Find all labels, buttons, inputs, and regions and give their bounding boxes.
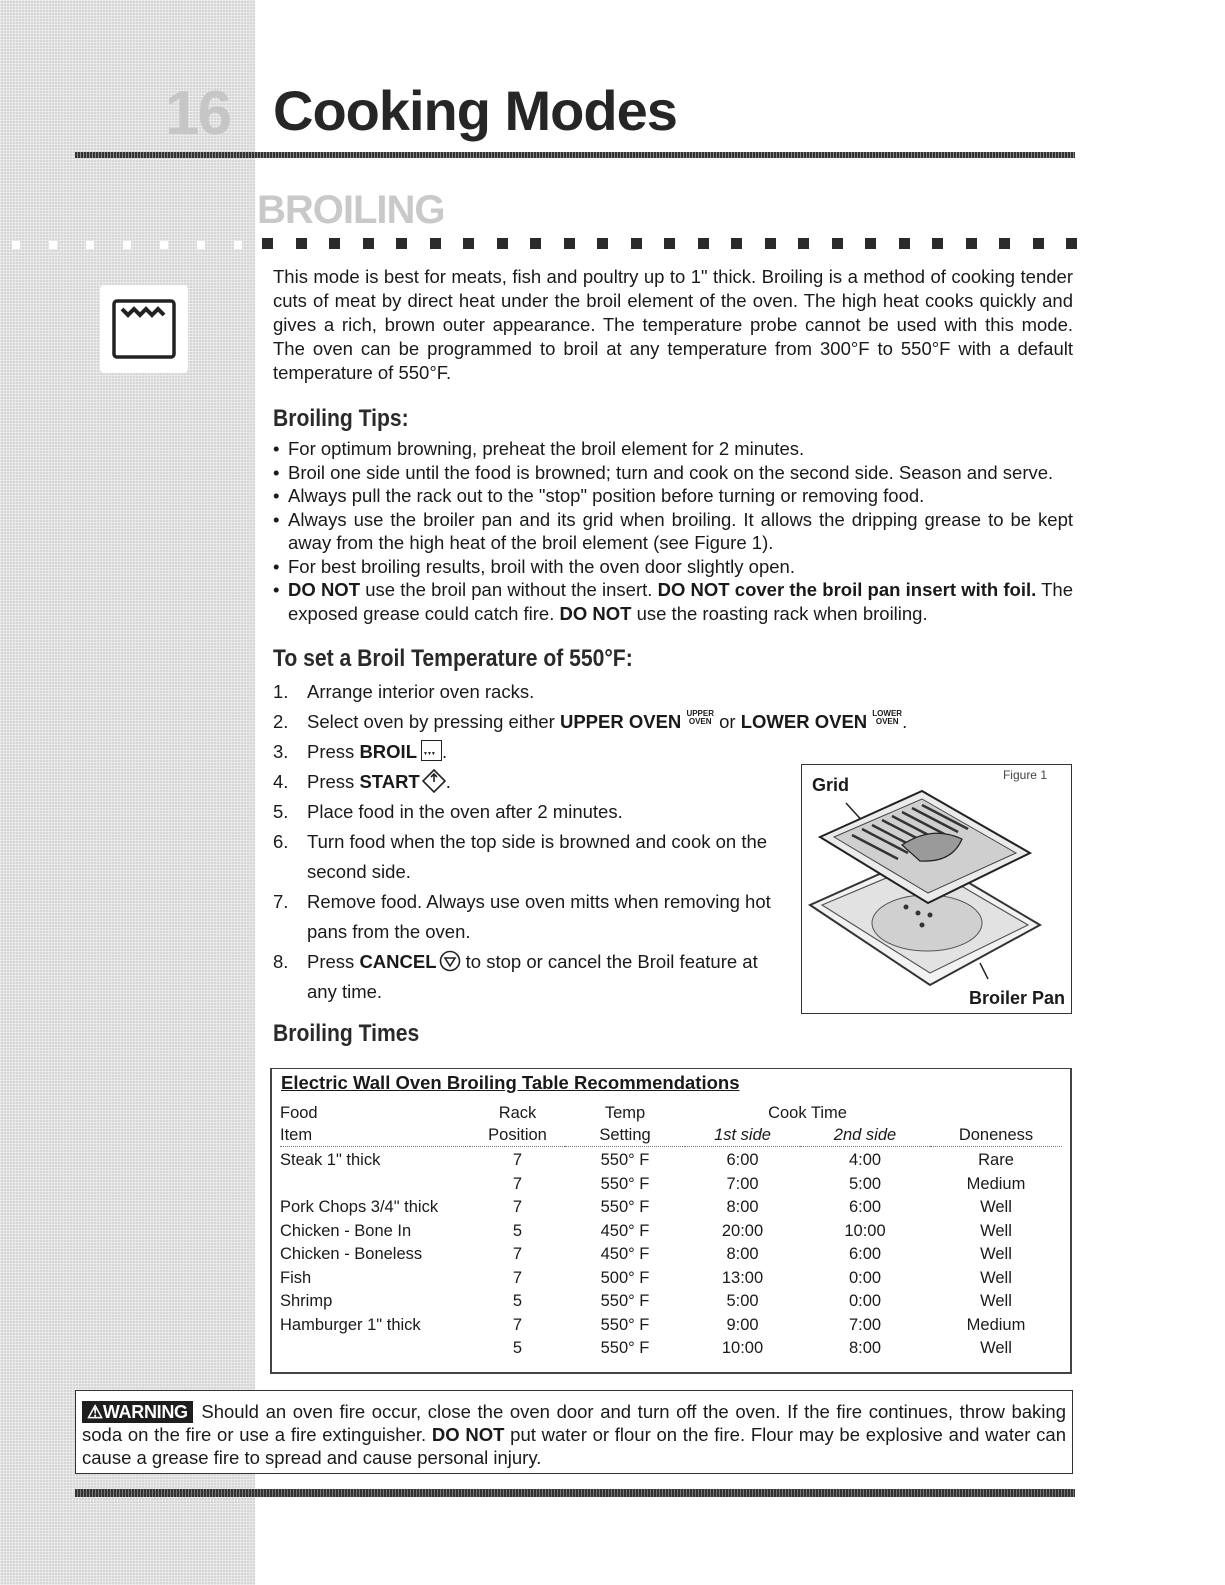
broiler-pan-illustration	[802, 765, 1070, 1011]
table-title: Electric Wall Oven Broiling Table Recommendations	[281, 1072, 740, 1093]
list-item: • Always use the broiler pan and its grid when broiling. It allows the dripping grease to be kept away from the high heat of the broil element (see Figure 1).	[273, 508, 1073, 555]
column-header: Doneness	[930, 1124, 1062, 1147]
broil-element-icon	[110, 295, 178, 363]
broiling-table	[280, 1102, 1062, 1361]
list-item: 2. Select oven by pressing either UPPER OVEN UPPER OVEN or LOWER OVEN LOWER OVEN .	[273, 709, 908, 732]
table-header-row	[280, 1102, 1062, 1124]
list-item: 6. Turn food when the top side is browned and cook on the second side.	[273, 831, 768, 882]
broil-mode-icon	[100, 285, 188, 373]
list-item: 1. Arrange interior oven racks.	[273, 681, 535, 702]
list-item: 8. Press CANCEL to stop or cancel the Broil feature at any time.	[273, 951, 758, 1002]
header-rule	[75, 152, 1075, 158]
steps-heading: To set a Broil Temperature of 550°F:	[273, 645, 633, 672]
table-row: Fish 7 500° F 13:00 0:00 Well	[280, 1268, 1012, 1287]
start-key-icon	[422, 769, 446, 793]
list-item: • For optimum browning, preheat the broil element for 2 minutes.	[273, 437, 1073, 461]
column-header: Temp	[604, 1104, 646, 1122]
page-title: Cooking Modes	[273, 79, 677, 142]
cancel-key-icon	[439, 950, 461, 972]
broiling-table-box	[270, 1068, 1072, 1374]
figure-label: Figure 1	[1002, 768, 1047, 782]
warning-triangle-icon: ⚠	[87, 1402, 103, 1422]
broiler-pan-label: Broiler Pan	[968, 988, 1065, 1008]
table-row: Steak 1" thick 7 550° F 6:00 4:00 Rare	[280, 1151, 1014, 1169]
column-header: Rack	[498, 1104, 537, 1122]
table-row: Hamburger 1" thick 7 550° F 9:00 7:00 Medium	[280, 1315, 1026, 1334]
upper-oven-key-icon: UPPER OVEN	[686, 709, 714, 726]
column-header: 1st side	[685, 1124, 800, 1147]
column-header: Cook Time	[768, 1104, 847, 1122]
section-title: BROILING	[257, 188, 445, 232]
decorative-square-row	[262, 237, 1077, 249]
column-header: Position	[470, 1124, 565, 1147]
table-row: 5 550° F 10:00 8:00 Well	[512, 1339, 1012, 1357]
intro-paragraph: This mode is best for meats, fish and poultry up to 1" thick. Broiling is a method of cooking tender cuts of meat by direct heat under the broil element of the oven. The high heat cooks quickly and gives a rich, brown outer appearance. The temperature probe cannot be used with this mode. The oven can be programmed to broil at any temperature from 300°F to 550°F with a default temperature of 550°F.	[273, 266, 1073, 383]
lower-oven-key-icon: LOWER OVEN	[872, 709, 903, 726]
tips-heading: Broiling Tips:	[273, 405, 409, 432]
warning-badge: ⚠WARNING	[82, 1401, 193, 1423]
column-header: 2nd side	[800, 1124, 930, 1147]
tips-list	[273, 437, 1073, 625]
table-row: Shrimp 5 550° F 5:00 0:00 Well	[280, 1292, 1012, 1310]
list-item: 5. Place food in the oven after 2 minutes.	[273, 801, 623, 822]
list-item: • For best broiling results, broil with the oven door slightly open.	[273, 555, 1073, 579]
side-dot-row	[0, 238, 255, 252]
column-header: Food	[280, 1104, 318, 1122]
table-row: 7 550° F 7:00 5:00 Medium	[512, 1174, 1026, 1193]
column-header: Setting	[565, 1124, 685, 1147]
page-number: 16	[165, 79, 230, 148]
column-header: Item	[280, 1124, 470, 1147]
list-item-warning: • DO NOT use the broil pan without the insert. DO NOT cover the broil pan insert with foil. The exposed grease could catch fire. DO NOT use the roasting rack when broiling.	[273, 578, 1073, 625]
list-item: 4. Press START .	[273, 771, 451, 792]
list-item: • Broil one side until the food is browned; turn and cook on the second side. Season and serve.	[273, 461, 1073, 485]
list-item: 7. Remove food. Always use oven mitts when removing hot pans from the oven.	[273, 891, 771, 942]
table-row: Chicken - Boneless 7 450° F 8:00 6:00 Well	[280, 1245, 1012, 1263]
warning-box: ⚠WARNING Should an oven fire occur, close the oven door and turn off the oven. If the fire continues, throw baking soda on the fire or use a fire extinguisher. DO NOT put water or flour on the fire. Flour may be explosive and water can cause a grease fire to spread and cause personal injury.	[75, 1390, 1073, 1474]
column-header	[930, 1102, 1062, 1124]
footer-rule	[75, 1489, 1075, 1497]
table-row: Chicken - Bone In 5 450° F 20:00 10:00 Well	[280, 1221, 1012, 1240]
list-item: • Always pull the rack out to the "stop" position before turning or removing food.	[273, 484, 1073, 508]
figure-broiler-pan	[801, 764, 1072, 1014]
broil-key-icon	[421, 740, 442, 761]
table-row: Pork Chops 3/4" thick 7 550° F 8:00 6:00 Well	[280, 1198, 1012, 1216]
grid-label: Grid	[812, 775, 850, 795]
times-heading: Broiling Times	[273, 1020, 420, 1047]
table-header-row	[280, 1124, 1062, 1147]
list-item: 3. Press BROIL▼▼▼ .	[273, 737, 788, 767]
